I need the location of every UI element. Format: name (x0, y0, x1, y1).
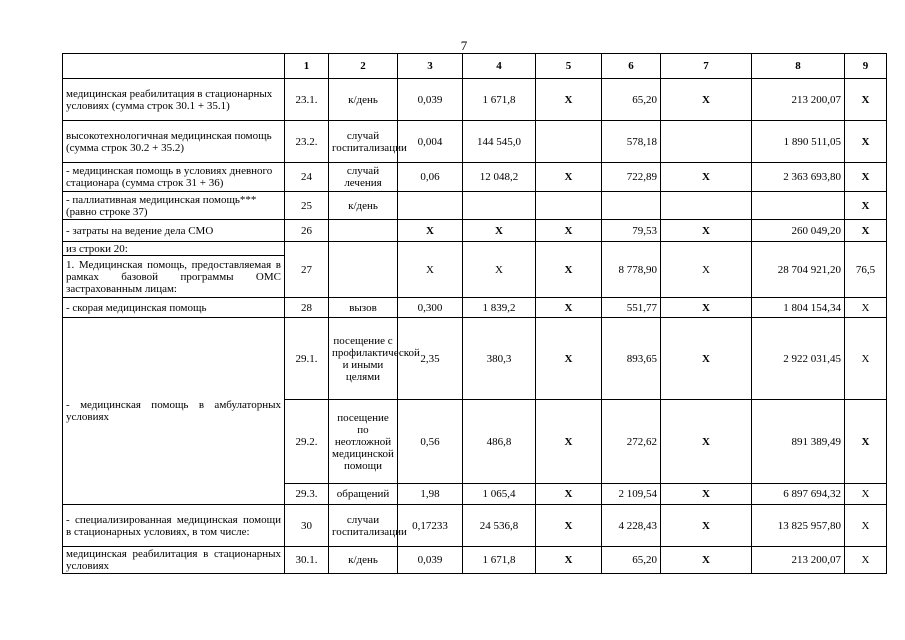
cell-col3: 1,98 (398, 484, 463, 505)
cell-col5: X (536, 298, 602, 318)
cell-col8: 1 890 511,05 (752, 121, 845, 163)
cell-col7: X (661, 318, 752, 400)
row-name: медицинская реабилитация в стационарных условиях (63, 547, 285, 574)
cell-col6: 65,20 (602, 547, 661, 574)
cell-col7: X (661, 163, 752, 192)
cell-col5: X (536, 400, 602, 484)
cell-col3: 0,039 (398, 79, 463, 121)
table-row (63, 318, 887, 400)
header-cell: 6 (602, 54, 661, 79)
row-name: медицинская реабилитация в стационарных условиях (сумма строк 30.1 + 35.1) (63, 79, 285, 121)
table-row (63, 547, 887, 574)
cell-col6: 4 228,43 (602, 505, 661, 547)
row-code: 23.1. (285, 79, 329, 121)
cell-col6: 578,18 (602, 121, 661, 163)
row-name: высокотехнологичная медицинская помощь (сумма строк 30.2 + 35.2) (63, 121, 285, 163)
row-unit: случай госпитализации (329, 121, 398, 163)
cell-col7: X (661, 484, 752, 505)
cell-col6: 2 109,54 (602, 484, 661, 505)
row-code: 29.3. (285, 484, 329, 505)
cell-col9: X (845, 298, 887, 318)
data-table (62, 53, 887, 574)
cell-col6: 893,65 (602, 318, 661, 400)
cell-col9: X (845, 318, 887, 400)
row-name: - медицинская помощь в условиях дневного стационара (сумма строк 31 + 36) (63, 163, 285, 192)
row-code: 24 (285, 163, 329, 192)
cell-col9: X (845, 192, 887, 220)
cell-col3: 0,06 (398, 163, 463, 192)
row-unit: к/день (329, 192, 398, 220)
header-cell: 5 (536, 54, 602, 79)
row-name: 1. Медицинская помощь, предоставляемая в рамках базовой программы ОМС застрахованным лицам: (63, 256, 285, 298)
cell-col9: X (845, 400, 887, 484)
cell-col7: X (661, 242, 752, 298)
row-name: из строки 20: (63, 242, 285, 256)
cell-col8: 28 704 921,20 (752, 242, 845, 298)
cell-col9: X (845, 505, 887, 547)
header-cell (63, 54, 285, 79)
cell-col9: X (845, 79, 887, 121)
cell-col3 (398, 192, 463, 220)
row-unit: обращений (329, 484, 398, 505)
cell-col7: X (661, 220, 752, 242)
cell-col8: 2 363 693,80 (752, 163, 845, 192)
cell-col5: X (536, 242, 602, 298)
cell-col6: 722,89 (602, 163, 661, 192)
cell-col4 (463, 192, 536, 220)
row-code: 25 (285, 192, 329, 220)
cell-col7: X (661, 79, 752, 121)
cell-col4: X (463, 220, 536, 242)
cell-col6 (602, 192, 661, 220)
row-name: - затраты на ведение дела СМО (63, 220, 285, 242)
cell-col3: X (398, 220, 463, 242)
cell-col8: 260 049,20 (752, 220, 845, 242)
cell-col5: X (536, 318, 602, 400)
cell-col7: X (661, 505, 752, 547)
row-code: 28 (285, 298, 329, 318)
row-name: - медицинская помощь в амбулаторных условиях (63, 318, 285, 505)
row-unit: к/день (329, 79, 398, 121)
cell-col7 (661, 192, 752, 220)
cell-col6: 65,20 (602, 79, 661, 121)
cell-col8: 1 804 154,34 (752, 298, 845, 318)
cell-col4: X (463, 242, 536, 298)
cell-col3: X (398, 242, 463, 298)
cell-col3: 2,35 (398, 318, 463, 400)
cell-col8: 891 389,49 (752, 400, 845, 484)
row-code: 29.1. (285, 318, 329, 400)
cell-col4: 1 065,4 (463, 484, 536, 505)
cell-col5 (536, 192, 602, 220)
cell-col6: 79,53 (602, 220, 661, 242)
cell-col7: X (661, 298, 752, 318)
cell-col7: X (661, 400, 752, 484)
cell-col5: X (536, 484, 602, 505)
cell-col4: 12 048,2 (463, 163, 536, 192)
cell-col6: 551,77 (602, 298, 661, 318)
cell-col8: 213 200,07 (752, 79, 845, 121)
cell-col9: X (845, 163, 887, 192)
row-name: - специализированная медицинская помощи в стационарных условиях, в том числе: (63, 505, 285, 547)
page-number: 7 (460, 38, 468, 53)
row-unit: посещение с профилактической и иными целями (329, 318, 398, 400)
header-cell: 8 (752, 54, 845, 79)
cell-col9: X (845, 121, 887, 163)
table-row (63, 163, 887, 192)
cell-col4: 1 671,8 (463, 547, 536, 574)
cell-col5: X (536, 220, 602, 242)
row-code: 30.1. (285, 547, 329, 574)
header-cell: 3 (398, 54, 463, 79)
header-cell: 2 (329, 54, 398, 79)
row-code: 29.2. (285, 400, 329, 484)
row-unit: к/день (329, 547, 398, 574)
cell-col8: 2 922 031,45 (752, 318, 845, 400)
header-cell: 1 (285, 54, 329, 79)
table-row (63, 192, 887, 220)
row-unit (329, 220, 398, 242)
cell-col8 (752, 192, 845, 220)
cell-col6: 8 778,90 (602, 242, 661, 298)
row-code: 23.2. (285, 121, 329, 163)
row-name: - паллиативная медицинская помощь*** (равно строке 37) (63, 192, 285, 220)
cell-col9: X (845, 547, 887, 574)
cell-col7 (661, 121, 752, 163)
cell-col3: 0,004 (398, 121, 463, 163)
cell-col4: 380,3 (463, 318, 536, 400)
table-row (63, 505, 887, 547)
table-row (63, 79, 887, 121)
table-row (63, 121, 887, 163)
table-row (63, 298, 887, 318)
cell-col5: X (536, 163, 602, 192)
cell-col5: X (536, 505, 602, 547)
cell-col4: 144 545,0 (463, 121, 536, 163)
cell-col4: 24 536,8 (463, 505, 536, 547)
cell-col4: 1 839,2 (463, 298, 536, 318)
row-code: 30 (285, 505, 329, 547)
cell-col9: X (845, 220, 887, 242)
header-cell: 9 (845, 54, 887, 79)
header-row (63, 54, 887, 79)
cell-col9: 76,5 (845, 242, 887, 298)
cell-col3: 0,039 (398, 547, 463, 574)
table-row (63, 242, 887, 256)
cell-col7: X (661, 547, 752, 574)
cell-col8: 6 897 694,32 (752, 484, 845, 505)
cell-col3: 0,300 (398, 298, 463, 318)
row-unit (329, 242, 398, 298)
cell-col9: X (845, 484, 887, 505)
cell-col8: 213 200,07 (752, 547, 845, 574)
row-unit: вызов (329, 298, 398, 318)
cell-col8: 13 825 957,80 (752, 505, 845, 547)
row-code: 26 (285, 220, 329, 242)
cell-col4: 486,8 (463, 400, 536, 484)
cell-col4: 1 671,8 (463, 79, 536, 121)
row-code: 27 (285, 242, 329, 298)
header-cell: 7 (661, 54, 752, 79)
table-row (63, 220, 887, 242)
cell-col5 (536, 121, 602, 163)
cell-col3: 0,56 (398, 400, 463, 484)
row-name: - скорая медицинская помощь (63, 298, 285, 318)
row-unit: случаи госпитализации (329, 505, 398, 547)
row-unit: случай лечения (329, 163, 398, 192)
header-cell: 4 (463, 54, 536, 79)
cell-col6: 272,62 (602, 400, 661, 484)
row-unit: посещение по неотложной медицинской помощи (329, 400, 398, 484)
cell-col5: X (536, 79, 602, 121)
cell-col3: 0,17233 (398, 505, 463, 547)
cell-col5: X (536, 547, 602, 574)
